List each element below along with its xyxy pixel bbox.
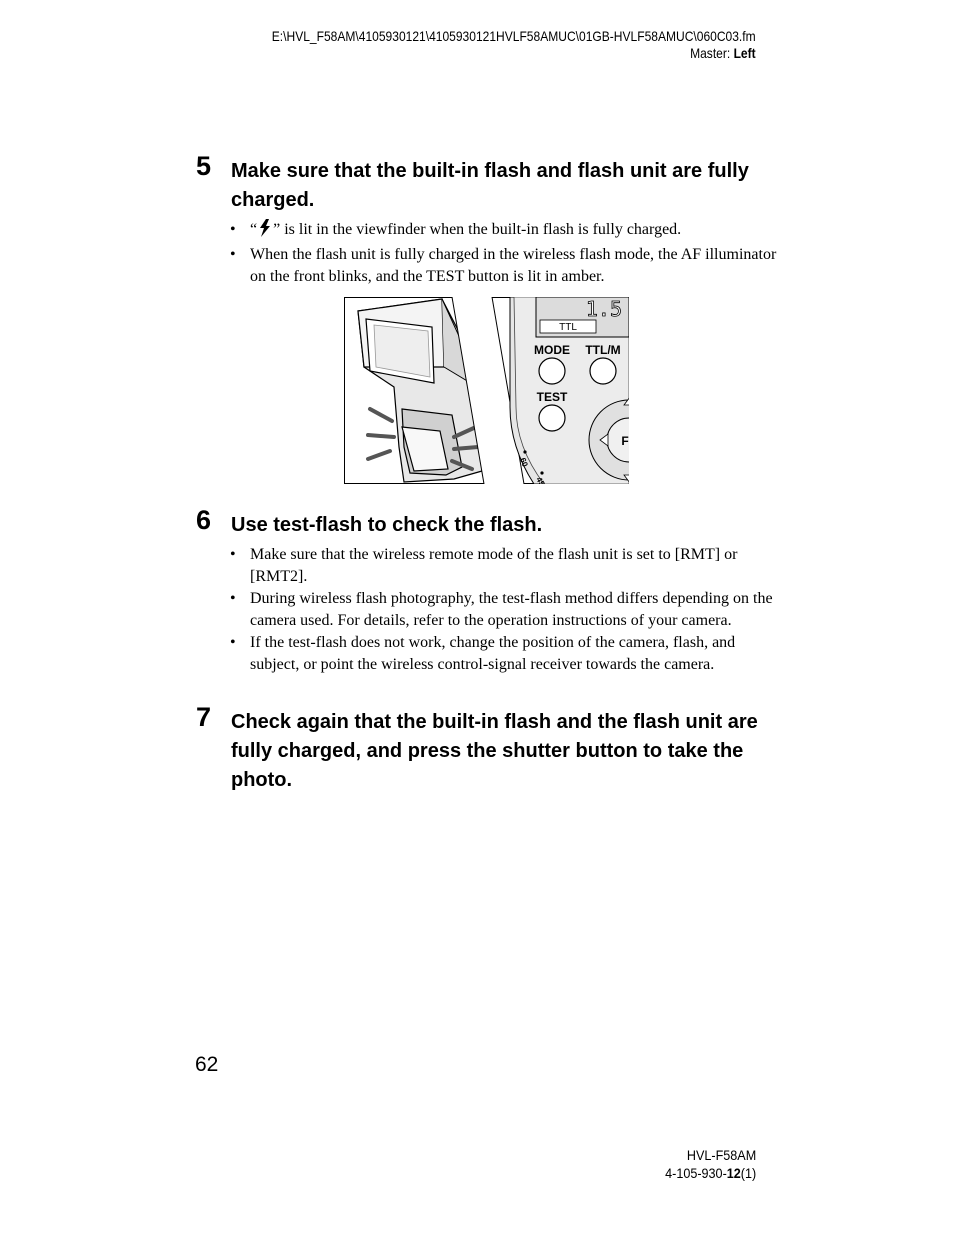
step-number: 7 (196, 702, 212, 732)
step-number: 5 (196, 151, 212, 181)
dial-mark-1: 60 (518, 456, 530, 469)
bullet-item (230, 219, 786, 244)
bullet-item: • During wireless flash photography, the test-flash method differs depending on the camera used. For details, refer to the operation instructions of your camera. (230, 588, 786, 632)
code-suffix: (1) (740, 1165, 756, 1181)
ttlm-label: TTL/M (585, 343, 621, 357)
document-code (665, 1164, 756, 1182)
code-prefix: 4-105-930- (664, 1165, 727, 1181)
step-bullets (230, 544, 786, 676)
mode-label: MODE (534, 343, 570, 357)
bullet-item: • When the flash unit is fully charged in the wireless flash mode, the AF illuminator on the front blinks, and the TEST button is lit in amber. (230, 244, 786, 288)
bullet-text: ” is lit in the viewfinder when the built-in flash is fully charged. (273, 221, 682, 238)
page-number: 62 (195, 1053, 219, 1076)
master-label: Master: (690, 45, 734, 61)
code-bold: 12 (726, 1165, 741, 1181)
test-label: TEST (536, 390, 568, 404)
fn-label: F (621, 434, 629, 448)
document-footer (665, 1146, 756, 1182)
step-title: Make sure that the built-in flash and flash unit are fully charged. (231, 160, 749, 211)
step-title: Check again that the built-in flash and the flash unit are fully charged, and press the shutter button to take the photo. (231, 711, 758, 791)
step-7 (196, 702, 786, 795)
step-bullets (230, 219, 786, 288)
lcd-mode-text: TTL (559, 322, 577, 333)
document-header (272, 28, 756, 62)
quote-open: “ (250, 221, 258, 238)
bullet-item: • Make sure that the wireless remote mode of the flash unit is set to [RMT] or [RMT2]. (230, 544, 786, 588)
step-number: 6 (196, 505, 212, 535)
dial-mark-2: 45 (534, 475, 547, 484)
flash-charge-icon (259, 219, 271, 244)
lcd-value-text: 1.5 (585, 297, 622, 321)
file-path: E:\HVL_F58AM\4105930121\4105930121HVLF58AMUC\01GB-HVLF58AMUC\060C03.fm (272, 28, 756, 44)
model-name: HVL-F58AM (686, 1147, 756, 1163)
step-6 (196, 505, 786, 676)
master-line (272, 45, 756, 62)
master-value: Left (733, 45, 756, 61)
step-title: Use test-flash to check the flash. (231, 514, 543, 536)
control-panel-drawing (510, 297, 629, 484)
flash-illustration (344, 297, 629, 484)
step-5 (196, 151, 786, 288)
bullet-item: • If the test-flash does not work, change the position of the camera, flash, and subject, or point the wireless control-signal receiver towards the camera. (230, 632, 786, 676)
